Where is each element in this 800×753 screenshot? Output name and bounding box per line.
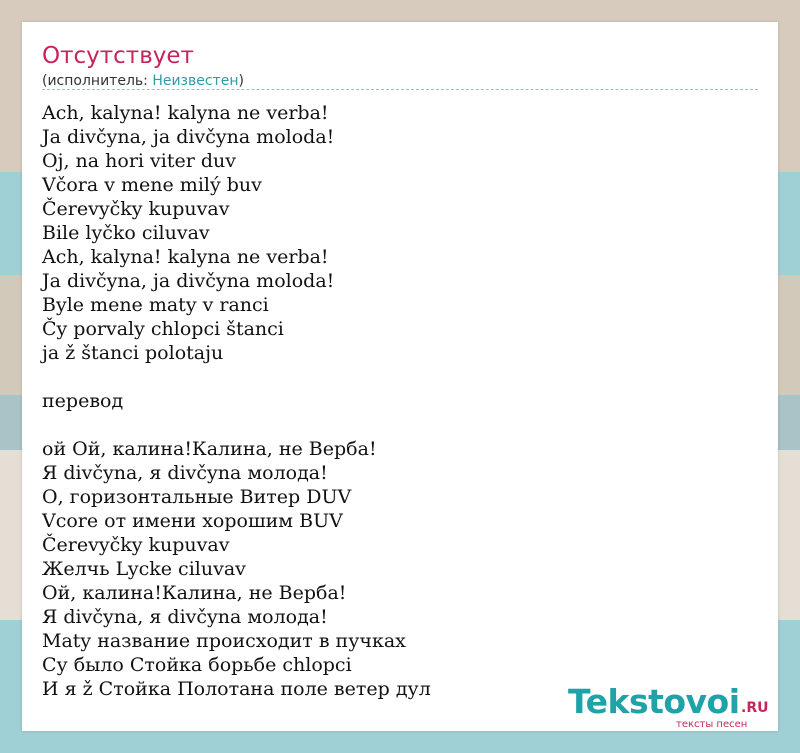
- lyrics-card: [22, 22, 778, 731]
- lyrics-line: Ja divčyna, ja divčyna moloda!: [42, 126, 335, 148]
- lyrics-line: Ja divčyna, ja divčyna moloda!: [42, 270, 335, 292]
- artist-suffix: ): [238, 73, 244, 89]
- lyrics-line: Желчь Lycke ciluvav: [42, 558, 246, 580]
- dashed-divider: [42, 89, 758, 90]
- logo-domain-suffix: .RU: [741, 700, 769, 716]
- lyrics-text: [42, 101, 758, 701]
- lyrics-blank-line: [42, 365, 758, 389]
- artist-link[interactable]: Неизвестен: [152, 73, 239, 89]
- lyrics-line: Včora v mene milý buv: [42, 174, 262, 196]
- lyrics-line: Byle mene maty v ranci: [42, 294, 269, 316]
- lyrics-line: И я ž Стойка Полотана поле ветер дул: [42, 678, 431, 700]
- lyrics-line: Oj, na hori viter duv: [42, 150, 236, 172]
- lyrics-line: Я divčyna, я divčyna молода!: [42, 606, 328, 628]
- lyrics-line: перевод: [42, 390, 124, 412]
- lyrics-line: ой Ой, калина!Калина, не Верба!: [42, 438, 377, 460]
- lyrics-line: Ach, kalyna! kalyna ne verba!: [42, 102, 329, 124]
- lyrics-line: Čerevyčky kupuvav: [42, 534, 230, 556]
- lyrics-blank-line: [42, 413, 758, 437]
- site-logo[interactable]: [568, 682, 778, 732]
- lyrics-line: Ach, kalyna! kalyna ne verba!: [42, 246, 329, 268]
- artist-prefix: (исполнитель:: [42, 73, 153, 89]
- artist-line: [42, 72, 244, 90]
- song-title: Отсутствует: [42, 43, 194, 69]
- lyrics-line: Ой, калина!Калина, не Верба!: [42, 582, 347, 604]
- lyrics-line: Maty название происходит в пучках: [42, 630, 406, 652]
- lyrics-line: ja ž štanci polotaju: [42, 342, 224, 364]
- lyrics-line: Vcore от имени хорошим BUV: [42, 510, 343, 532]
- lyrics-line: Я divčyna, я divčyna молода!: [42, 462, 328, 484]
- lyrics-line: О, горизонтальные Витер DUV: [42, 486, 352, 508]
- logo-wordmark: Tekstovoi: [568, 682, 740, 721]
- lyrics-line: Čerevyčky kupuvav: [42, 198, 230, 220]
- lyrics-line: Bile lyčko ciluvav: [42, 222, 210, 244]
- lyrics-line: Су было Стойка борьбе chlopci: [42, 654, 352, 676]
- logo-tagline: тексты песен: [676, 719, 748, 730]
- lyrics-line: Čy porvaly chlopci štanci: [42, 318, 284, 340]
